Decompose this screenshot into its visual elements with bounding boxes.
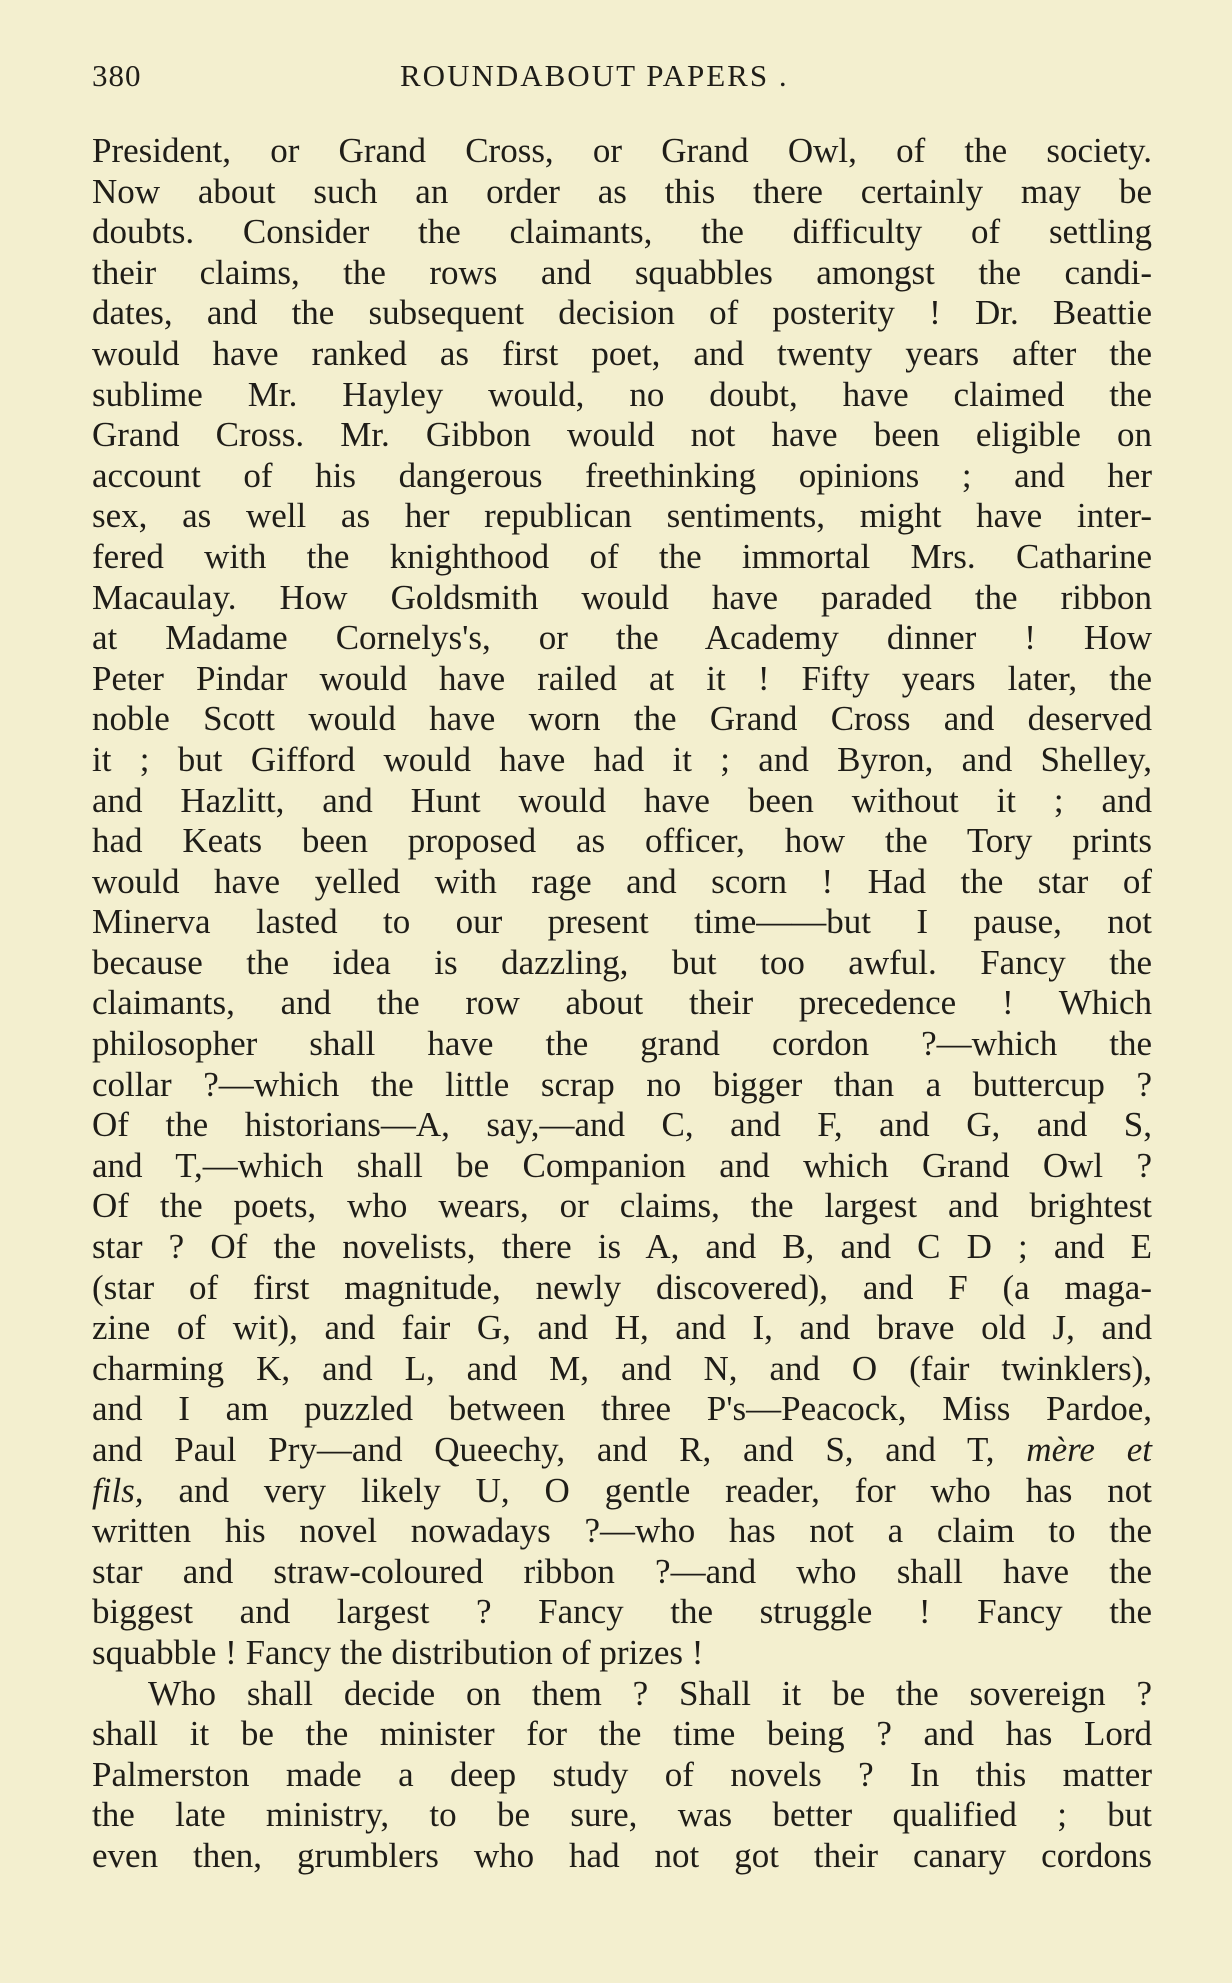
text-line: star and straw-coloured ribbon ?—and who shall have the: [92, 1551, 1152, 1591]
text-segment: and Paul Pry—and Queechy, and R, and S, and T,: [92, 1430, 995, 1469]
italic-text: fils,: [92, 1470, 144, 1510]
text-line: doubts. Consider the claimants, the difficulty of settling: [92, 212, 1152, 252]
text-line: Who shall decide on them ? Shall it be the sovereign ?: [148, 1673, 1152, 1713]
text-line: Minerva lasted to our present time——but I pause, not: [92, 902, 1152, 942]
text-line: zine of wit), and fair G, and H, and I, and brave old J, and: [92, 1308, 1152, 1348]
text-line: charming K, and L, and M, and N, and O (fair twinklers),: [92, 1348, 1152, 1388]
text-line: Grand Cross. Mr. Gibbon would not have been eligible on: [92, 415, 1152, 455]
text-line-with-italic: [92, 1471, 1152, 1512]
text-line: sublime Mr. Hayley would, no doubt, have claimed the: [92, 374, 1152, 414]
text-line: had Keats been proposed as officer, how the Tory prints: [92, 821, 1152, 861]
paragraph-2: [92, 1674, 1152, 1877]
book-page: [92, 0, 1152, 1983]
text-line: noble Scott would have worn the Grand Cross and deserved: [92, 699, 1152, 739]
text-segment: and very likely U, O gentle reader, for who has not: [178, 1470, 1152, 1510]
text-line: biggest and largest ? Fancy the struggle ! Fancy the: [92, 1592, 1152, 1632]
text-line: and T,—which shall be Companion and which Grand Owl ?: [92, 1145, 1152, 1185]
text-line: account of his dangerous freethinking opinions ; and her: [92, 455, 1152, 495]
text-line: and I am puzzled between three P's—Peacock, Miss Pardoe,: [92, 1389, 1152, 1429]
text-line: because the idea is dazzling, but too awful. Fancy the: [92, 942, 1152, 982]
text-line: written his novel nowadays ?—who has not a claim to the: [92, 1511, 1152, 1551]
text-line: would have yelled with rage and scorn ! Had the star of: [92, 861, 1152, 901]
text-line: star ? Of the novelists, there is A, and B, and C D ; and E: [92, 1227, 1152, 1267]
text-line: even then, grumblers who had not got their canary cordons: [92, 1835, 1152, 1875]
text-line: Macaulay. How Goldsmith would have paraded the ribbon: [92, 577, 1152, 617]
text-line: claimants, and the row about their precedence ! Which: [92, 983, 1152, 1023]
text-line: the late ministry, to be sure, was better qualified ; but: [92, 1795, 1152, 1835]
text-line: fered with the knighthood of the immortal Mrs. Catharine: [92, 536, 1152, 576]
text-line: their claims, the rows and squabbles amongst the candi-: [92, 252, 1152, 292]
page-number: 380: [92, 58, 142, 93]
text-line: Of the poets, who wears, or claims, the largest and brightest: [92, 1186, 1152, 1226]
text-line: and Hazlitt, and Hunt would have been without it ; and: [92, 780, 1152, 820]
text-line: dates, and the subsequent decision of posterity ! Dr. Beattie: [92, 293, 1152, 333]
text-line: sex, as well as her republican sentiments, might have inter-: [92, 496, 1152, 536]
text-line: collar ?—which the little scrap no bigger than a buttercup ?: [92, 1064, 1152, 1104]
text-line: shall it be the minister for the time being ? and has Lord: [92, 1714, 1152, 1754]
text-line: philosopher shall have the grand cordon ?—which the: [92, 1024, 1152, 1064]
text-line: Peter Pindar would have railed at it ! Fifty years later, the: [92, 658, 1152, 698]
text-line: would have ranked as first poet, and twenty years after the: [92, 333, 1152, 373]
text-line: Now about such an order as this there certainly may be: [92, 171, 1152, 211]
italic-text: mère et: [1026, 1430, 1152, 1469]
paragraph-1: [92, 131, 1152, 1674]
text-line: squabble ! Fancy the distribution of prizes !: [92, 1632, 704, 1672]
text-line: (star of first magnitude, newly discovered), and F (a maga-: [92, 1267, 1152, 1307]
text-line: Of the historians—A, say,—and C, and F, and G, and S,: [92, 1105, 1152, 1145]
running-head: [92, 58, 872, 102]
running-title: ROUNDABOUT PAPERS .: [400, 58, 789, 93]
text-line: at Madame Cornelys's, or the Academy dinner ! How: [92, 618, 1152, 658]
text-line: Palmerston made a deep study of novels ? In this matter: [92, 1754, 1152, 1794]
body-text: [92, 131, 1152, 1877]
text-line: President, or Grand Cross, or Grand Owl, of the society.: [92, 131, 1152, 170]
text-line: it ; but Gifford would have had it ; and Byron, and Shelley,: [92, 739, 1152, 779]
text-line-with-italic: [92, 1430, 1152, 1471]
